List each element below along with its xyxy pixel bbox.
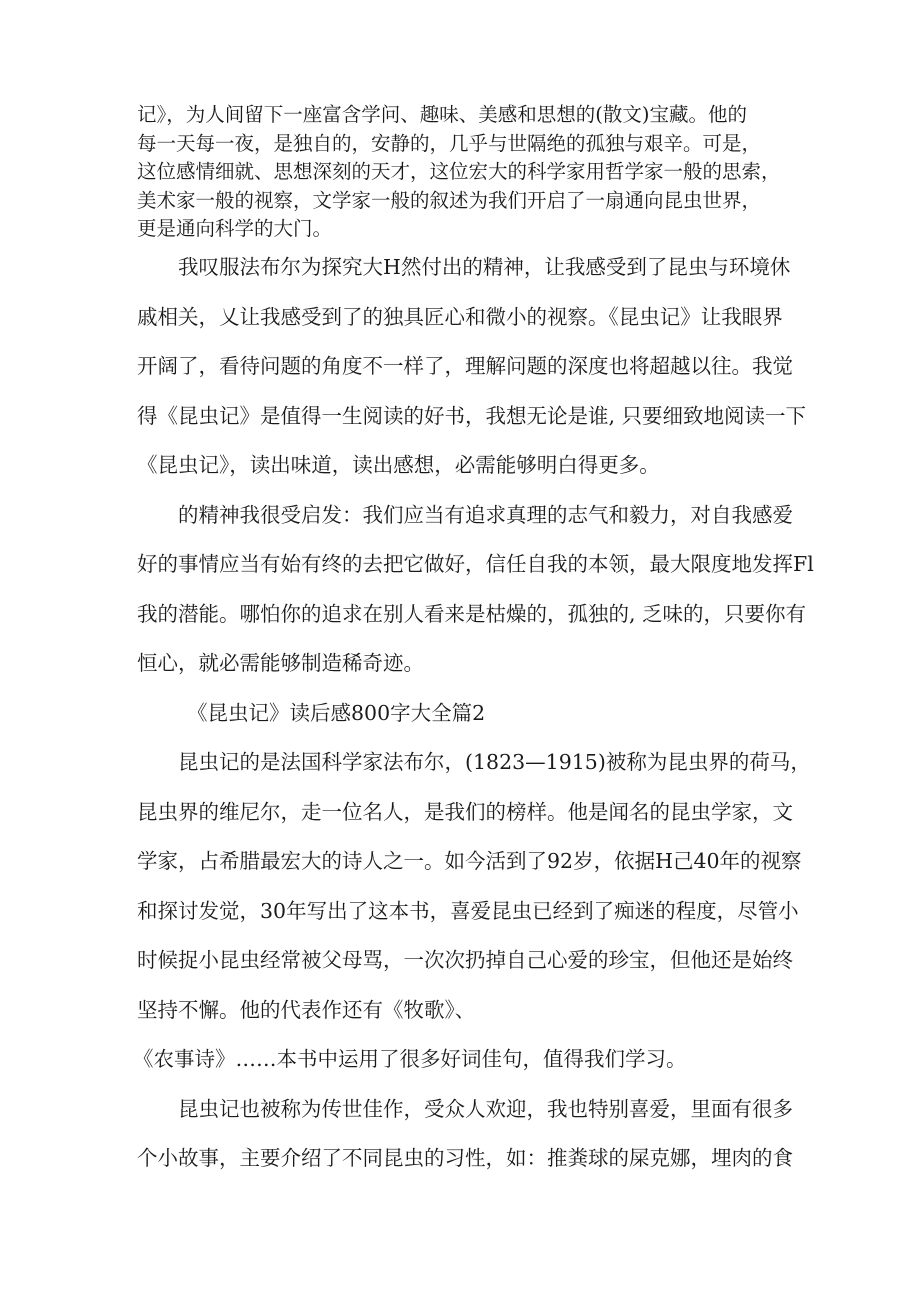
intro-paragraph (137, 101, 787, 244)
section-heading: 《昆虫记》读后感800字大全篇2 (187, 700, 486, 725)
text-line: 每一天每一夜，是独自的，安静的，几乎与世隔绝的孤独与艰辛。可是， (137, 131, 762, 155)
text-line: 得《昆虫记》是值得一生阅读的好书，我想无论是谁, 只要细致地阅读一下 (137, 403, 807, 428)
text-line: 和探讨发觉，30年写出了这本书，喜爱昆虫已经到了痴迷的程度，尽管小 (137, 898, 799, 923)
text-line: 戚相关，乂让我感受到了的独具匠心和微小的视察。《昆虫记》让我眼界 (137, 304, 783, 329)
text-line: 时候捉小昆虫经常被父母骂，一次次扔掉自己心爱的珍宝，但他还是始终 (137, 948, 793, 972)
text-line: 好的事情应当有始有终的去把它做好，信任自我的本领，最大限度地发挥Fl (137, 552, 814, 576)
text-line: 美术家一般的视察，文学家一般的叙述为我们开启了一扇通向昆虫世界， (137, 188, 762, 212)
paragraph-first-line: 的精神我很受启发：我们应当有追求真理的志气和毅力，对自我感爱 (178, 502, 793, 527)
paragraph-first-line: 昆虫记也被称为传世佳作，受众人欢迎，我也特别喜爱，里面有很多 (178, 1096, 793, 1121)
body-text (133, 243, 814, 1184)
text-line: 《昆虫记》，读出味道，读出感想，必需能够明白得更多。 (137, 453, 660, 477)
text-line: 这位感情细就、思想深刻的天才，这位宏大的科学家用哲学家一般的思索， (137, 160, 781, 183)
text-line: 记》，为人间留下一座富含学问、趣味、美感和思想的(散文)宝藏。他的 (137, 103, 747, 126)
text-line: 更是通向科学的大门。 (137, 217, 333, 240)
text-line: 坚持不懈。他的代表作还有《牧歌》、 (137, 997, 476, 1022)
text-line: 恒心，就必需能够制造稀奇迹。 (137, 651, 424, 675)
text-line: 学家，占希腊最宏大的诗人之一。如今活到了92岁，依据H己40年的视察 (137, 849, 802, 873)
text-line: 开阔了，看待问题的角度不一样了，理解问题的深度也将超越以往。我觉 (137, 354, 793, 378)
text-line: 《农事诗》……本书中运用了很多好词佳句，值得我们学习。 (133, 1047, 687, 1071)
text-line: 个小故事，主要介绍了不同昆虫的习性，如：推粪球的屎克娜，埋肉的食 (137, 1146, 793, 1170)
text-line: 昆虫界的维尼尔，走一位名人，是我们的榜样。他是闻名的昆虫学家，文 (137, 799, 793, 824)
paragraph-first-line: 昆虫记的是法国科学家法布尔，(1823—1915)被称为昆虫界的荷马， (178, 750, 811, 774)
paragraph-first-line: 我叹服法布尔为探究大H然付出的精神，让我感受到了昆虫与环境休 (178, 255, 791, 279)
text-line: 我的潜能。哪怕你的追求在别人看来是枯燥的，孤独的, 乏味的，只要你有 (137, 601, 807, 626)
